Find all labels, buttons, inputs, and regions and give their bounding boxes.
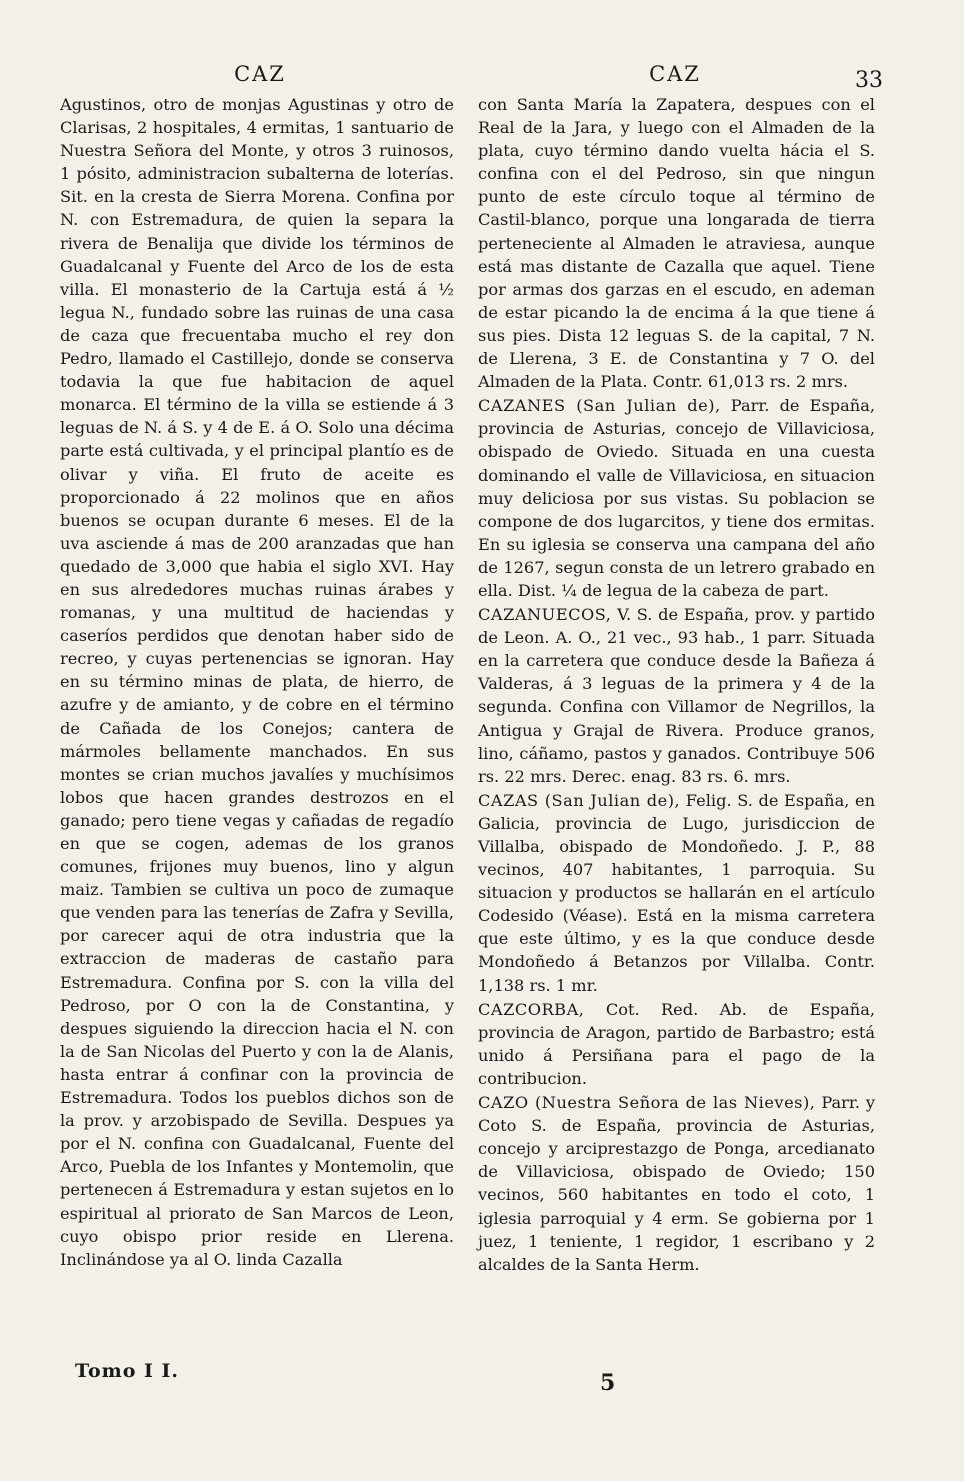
entry-cazanes <box>478 394 875 602</box>
entry-cazcorba <box>478 998 875 1090</box>
entry-text: Felig. S. de España, en Galicia, provincia de Lugo, jurisdiccion de Villalba, obispado de Mondoñedo. J. P., 88 vecinos, 407 habitantes, 1 parroquia. Su situacion y productos se hallarán en el artículo Codesido (Véase). Está en la misma carretera que este último, y es la que conduce desde Mondoñedo á Betanzos por Villalba. Contr. 1,138 rs. 1 mr. <box>478 790 875 995</box>
entry-title: CAZANES (San Julian de), <box>478 396 721 416</box>
right-column <box>478 93 875 1276</box>
signature-mark: 5 <box>600 1370 616 1396</box>
entry-text: V. S. de España, prov. y partido de Leon. A. O., 21 vec., 93 hab., 1 parr. Situada en la carretera que conduce desde la Bañeza á Valderas, á 3 leguas de la primera y 4 de la segunda. Confina con Villamor de Negrillos, la Antigua y Grajal de Rivera. Produce granos, lino, cáñamo, pastos y ganados. Contribuye 506 rs. 22 mrs. Derec. enag. 83 rs. 6. mrs. <box>478 605 875 786</box>
entry-cazanuecos <box>478 603 875 788</box>
entry-title: CAZCORBA, <box>478 999 585 1019</box>
entry-text: Parr. de España, provincia de Asturias, concejo de Villaviciosa, obispado de Oviedo. Situada en una cuesta dominando el valle de Villaviciosa, en situacion muy deliciosa por sus vistas. Su poblacion se compone de dos lugarcitos, y tiene dos ermitas. En su iglesia se conserva una campana del año de 1267, segun consta de un letrero grabado en ella. Dist. ¼ de legua de la cabeza de part. <box>478 396 875 600</box>
entry-text: Cot. Red. Ab. de España, provincia de Aragon, partido de Barbastro; está unido á Persiñana para el pago de la contribucion. <box>478 999 875 1088</box>
continuation-text: con Santa María la Zapatera, despues con el Real de la Jara, y luego con el Almaden de la plata, cuyo término dando vuelta hácia el S. confina con el del Pedroso, sin que ningun punto de este círculo toque al término de Castil-blanco, porque una longarada de tierra perteneciente al Almaden le atraviesa, aunque está mas distante de Cazalla que aquel. Tiene por armas dos garzas en el escudo, en ademan de estar picando la de encima á la que tiene á sus pies. Dista 12 leguas S. de la capital, 7 N. de Llerena, 3 E. de Constantina y 7 O. del Almaden de la Plata. Contr. 61,013 rs. 2 mrs. <box>478 95 875 392</box>
entry-cazas <box>478 789 875 997</box>
entry-cazo <box>478 1091 875 1276</box>
left-column <box>60 93 454 1271</box>
running-head-right: CAZ <box>649 62 701 86</box>
entry-title: CAZANUECOS, <box>478 605 612 625</box>
entry-text: Parr. y Coto S. de España, provincia de Asturias, concejo y arciprestazgo de Ponga, arcedianato de Villaviciosa, obispado de Oviedo; 150 vecinos, 560 habitantes en todo el coto, 1 iglesia parroquial y 4 erm. Se gobierna por 1 juez, 1 teniente, 1 regidor, 1 escribano y 2 alcaldes de la Santa Herm. <box>478 1093 875 1274</box>
volume-footer: Tomo I I. <box>75 1360 180 1382</box>
left-column-text: Agustinos, otro de monjas Agustinas y otro de Clarisas, 2 hospitales, 4 ermitas, 1 santuario de Nuestra Señora del Monte, y otros 3 ruinosos, 1 pósito, administracion subalterna de loterías. Sit. en la cresta de Sierra Morena. Confina por N. con Estremadura, de quien la separa la rivera de Benalija que divide los términos de Guadalcanal y Fuente del Arco de los de esta villa. El monasterio de la Cartuja está á ½ legua N., fundado sobre las ruinas de una casa de caza que frecuentaba mucho el rey don Pedro, llamado el Castillejo, donde se conserva todavia la que fue habitacion de aquel monarca. El término de la villa se estiende á 3 leguas de N. á S. y 4 de E. á O. Solo una décima parte está cultivada, y el principal plantío es de olivar y viña. El fruto de aceite es proporcionado á 22 molinos que en años buenos se ocupan durante 6 meses. El de la uva asciende á mas de 200 aranzadas que han quedado de 3,000 que habia el siglo XVI. Hay en sus alrededores muchas ruinas árabes y romanas, y una multitud de haciendas y caseríos perdidos que denotan haber sido de recreo, y cuyas pertenencias se ignoran. Hay en su término minas de plata, de hierro, de azufre y de amianto, y de cobre en el término de Cañada de los Conejos; cantera de mármoles bellamente manchados. En sus montes se crian muchos javalíes y muchísimos lobos que hacen grandes destrozos en el ganado; pero tiene vegas y cañadas de regadío en que se cogen, ademas de los granos comunes, frijones muy buenos, lino y algun maiz. Tambien se cultiva un poco de zumaque que venden para las tenerías de Zafra y Sevilla, por carecer aqui de otra industria que la extraccion de maderas de castaño para Estremadura. Confina por S. con la villa del Pedroso, por O con la de Constantina, y despues siguiendo la direccion hacia el N. con la de San Nicolas del Puerto y con la de Alanis, hasta entrar á confinar con la provincia de Estremadura. Todos los pueblos dichos son de la prov. y arzobispado de Sevilla. Despues ya por el N. confina con Guadalcanal, Fuente del Arco, Puebla de los Infantes y Montemolin, que pertenecen á Estremadura y estan sujetos en lo espiritual al priorato de San Marcos de Leon, cuyo obispo prior reside en Llerena. Inclinándose ya al O. linda Cazalla <box>60 95 454 1269</box>
entry-title: CAZO (Nuestra Señora de las Nieves), <box>478 1093 816 1113</box>
running-head-left: CAZ <box>234 62 286 86</box>
entry-title: CAZAS (San Julian de), <box>478 790 681 810</box>
page-number: 33 <box>855 68 883 93</box>
